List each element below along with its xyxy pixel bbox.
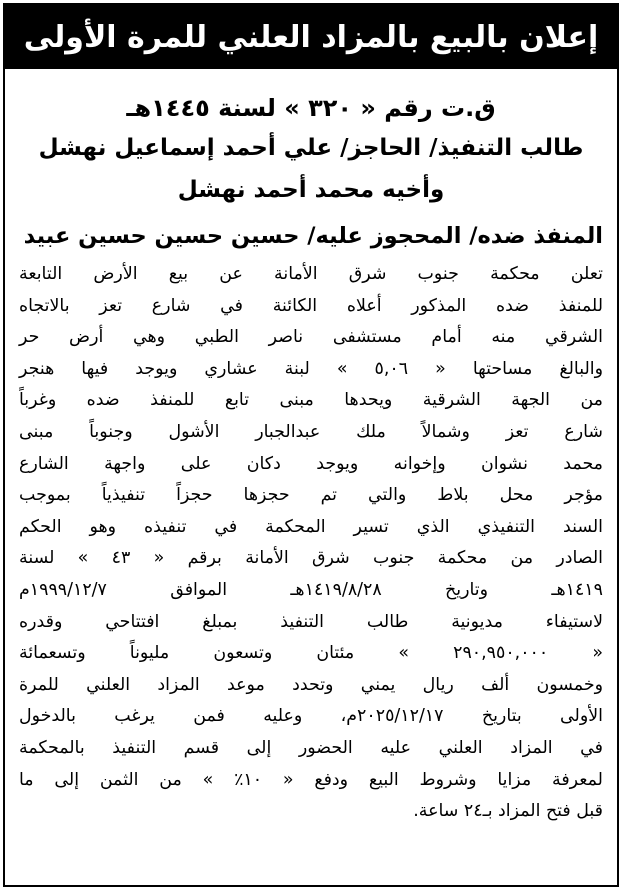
body-line: « ٢٩٠,٩٥٠,٠٠٠ » مئتان وتسعون مليوناً وتسعمائة (19, 643, 603, 664)
notice-headings (5, 69, 617, 259)
body-line: لمعرفة مزايا وشروط البيع ودفع « ١٠٪ » من الثمن إلى ما (19, 769, 603, 790)
body-line: لاستيفاء مديونية طالب التنفيذ بمبلغ افتتاحي وقدره (19, 611, 603, 632)
body-line: الصادر من محكمة جنوب شرق الأمانة برقم « ٤٣ » لسنة (19, 548, 603, 569)
body-line: محمد نشوان وإخوانه ويوجد دكان على واجهة الشارع (19, 453, 603, 474)
body-line: مؤجر محل بلاط والتي تم حجزها حجزاً تنفيذياً بموجب (19, 485, 603, 506)
defendant-line: المنفذ ضده/ المحجوز عليه/ حسين حسين حسين عبيد (23, 223, 603, 249)
body-line: الأولى بتاريخ ٢٠٢٥/١٢/١٧م، وعليه فمن يرغب بالدخول (19, 706, 603, 727)
body-line: والبالغ مساحتها « ٥,٠٦ » لبنة عشاري ويوجد فيها هنجر (19, 358, 604, 379)
applicant-line-1: طالب التنفيذ/ الحاجز/ علي أحمد إسماعيل نهشل (38, 135, 584, 161)
body-line: في المزاد العلني عليه الحضور إلى قسم التنفيذ بالمحكمة (19, 737, 603, 758)
body-line: السند التنفيذي الذي تسير المحكمة في تنفيذه وهو الحكم (19, 516, 603, 537)
applicant-line-2: وأخيه محمد أحمد نهشل (177, 177, 445, 203)
notice-title: إعلان بالبيع بالمزاد العلني للمرة الأولى (5, 5, 617, 69)
body-line: قبل فتح المزاد بـ٢٤ ساعة. (413, 801, 603, 822)
body-line: ١٤١٩هـ وتاريخ ١٤١٩/٨/٢٨هـ الموافق ١٩٩٩/١٢/٧م (19, 579, 603, 600)
body-line: وخمسون ألف ريال يمني وتحدد موعد المزاد العلني للمرة (19, 674, 603, 695)
case-number: ق.ت رقم « ٣٢٠ » لسنة ١٤٤٥هـ (126, 94, 496, 122)
notice-body (5, 259, 617, 828)
body-line: تعلن محكمة جنوب شرق الأمانة عن بيع الأرض التابعة (19, 264, 603, 284)
body-line: للمنفذ ضده المذكور أعلاه الكائنة في شارع تعز بالاتجاه (19, 295, 603, 316)
body-line: شارع تعز وشمالاً ملك عبدالجبار الأشول وجنوباً مبنى (19, 421, 603, 442)
body-line: الشرقي منه أمام مستشفى ناصر الطبي وهي أرض حر (19, 327, 603, 348)
notice-frame (3, 3, 619, 887)
body-line: من الجهة الشرقية ويحدها مبنى تابع للمنفذ ضده وغرباً (19, 390, 603, 411)
